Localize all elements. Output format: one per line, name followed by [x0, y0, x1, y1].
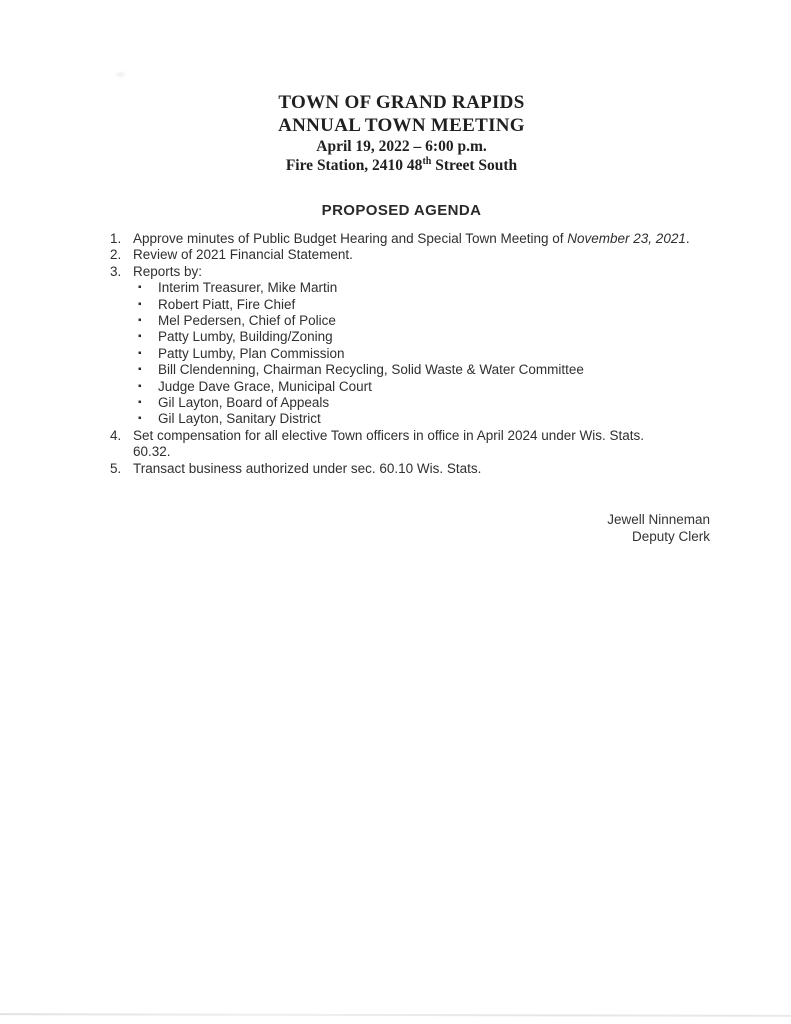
- bullet-square-icon: ▪: [138, 364, 142, 376]
- signature-name: Jewell Ninneman: [607, 512, 710, 527]
- item-1-italic-date: November 23, 2021: [567, 231, 686, 246]
- report-text: Interim Treasurer, Mike Martin: [158, 280, 338, 296]
- bullet-square-icon: ▪: [138, 315, 142, 327]
- scan-artifact: [116, 72, 125, 77]
- bullet-square-icon: ▪: [138, 298, 142, 310]
- item-text: [133, 428, 732, 461]
- bullet-square-icon: ▪: [138, 380, 142, 392]
- report-item: [138, 379, 732, 395]
- report-text: Judge Dave Grace, Municipal Court: [158, 378, 372, 394]
- report-item: [138, 329, 732, 345]
- report-item: [138, 395, 732, 411]
- item-1-suffix: .: [685, 231, 690, 246]
- report-text: Gil Layton, Board of Appeals: [158, 395, 330, 411]
- item-number: 3.: [110, 263, 122, 279]
- report-text: Mel Pedersen, Chief of Police: [158, 313, 336, 329]
- report-item: [138, 280, 732, 296]
- header-event-line: ANNUAL TOWN MEETING: [278, 115, 525, 136]
- report-text: Robert Piatt, Fire Chief: [158, 296, 296, 312]
- item-number: 5.: [110, 460, 122, 476]
- item-number: 2.: [110, 247, 122, 263]
- item-1-prefix: Approve minutes of Public Budget Hearing and Special Town Meeting of: [133, 231, 568, 246]
- item-text: [133, 231, 732, 247]
- report-text: Patty Lumby, Plan Commission: [158, 345, 345, 361]
- bullet-square-icon: ▪: [138, 413, 142, 425]
- item-4-line1: Set compensation for all elective Town officers in office in April 2024 under Wis. Stats.: [133, 427, 645, 443]
- agenda-title: PROPOSED AGENDA: [321, 202, 482, 219]
- reports-list: [133, 280, 732, 428]
- report-text: Patty Lumby, Building/Zoning: [158, 329, 333, 345]
- venue-prefix: Fire Station, 2410 48: [285, 157, 423, 174]
- header-datetime-line: April 19, 2022 – 6:00 p.m.: [316, 138, 487, 155]
- item-number: 4.: [110, 427, 122, 443]
- bullet-square-icon: ▪: [138, 282, 142, 294]
- report-text: Bill Clendenning, Chairman Recycling, Solid Waste & Water Committee: [158, 362, 584, 378]
- item-4-line2: 60.32.: [133, 444, 171, 460]
- item-text: Review of 2021 Financial Statement.: [133, 247, 353, 263]
- agenda-item-5: [110, 461, 732, 477]
- agenda-item-3: [110, 264, 732, 428]
- signature-block: [607, 511, 710, 545]
- agenda-item-1: [110, 231, 732, 247]
- report-item: [138, 411, 732, 427]
- signature-title: Deputy Clerk: [631, 529, 710, 544]
- bullet-square-icon: ▪: [138, 397, 142, 409]
- agenda-item-2: [110, 247, 732, 263]
- header-venue-line: [12, 156, 791, 175]
- scan-edge-line: [0, 1013, 791, 1016]
- agenda-list: [110, 231, 732, 477]
- report-item: [138, 297, 732, 313]
- item-number: 1.: [110, 231, 122, 246]
- bullet-square-icon: ▪: [138, 347, 142, 359]
- bullet-square-icon: ▪: [138, 331, 142, 343]
- header-org-line: TOWN OF GRAND RAPIDS: [278, 92, 525, 113]
- venue-suffix: Street South: [431, 157, 518, 174]
- item-text: Transact business authorized under sec. 60.10 Wis. Stats.: [133, 460, 482, 476]
- item-3-label: Reports by:: [133, 263, 203, 279]
- report-item: [138, 346, 732, 362]
- agenda-item-4: [110, 428, 732, 461]
- document-header: [0, 91, 791, 175]
- item-text: [133, 264, 732, 428]
- venue-ordinal-suffix: th: [422, 155, 432, 167]
- report-item: [138, 362, 732, 378]
- report-text: Gil Layton, Sanitary District: [158, 411, 321, 427]
- report-item: [138, 313, 732, 329]
